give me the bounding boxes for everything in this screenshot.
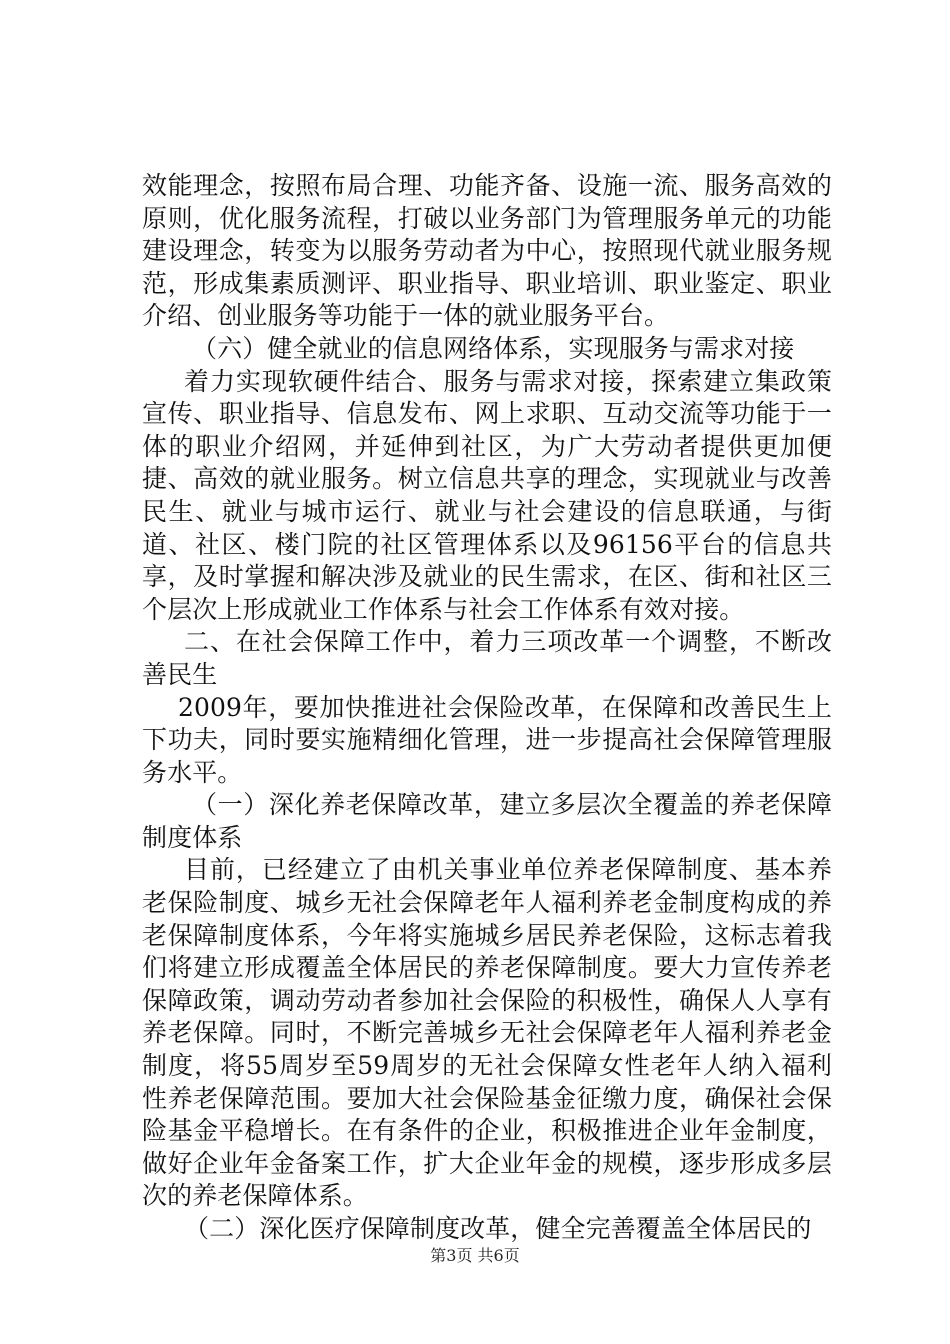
heading-social-security: 二、在社会保障工作中，着力三项改革一个调整，不断改善民生 bbox=[142, 627, 832, 689]
heading-pension-reform: （一）深化养老保障改革，建立多层次全覆盖的养老保障制度体系 bbox=[142, 790, 832, 852]
document-body bbox=[142, 170, 832, 1246]
heading-medical-reform: （二）深化医疗保障制度改革，健全完善覆盖全体居民的 bbox=[184, 1214, 812, 1243]
heading-info-network: （六）健全就业的信息网络体系，实现服务与需求对接 bbox=[192, 333, 795, 363]
paragraph-2009-reform: 2009年，要加快推进社会保险改革，在保障和改善民生上下功夫，同时要实施精细化管理，进一步提高社会保障管理服务水平。 bbox=[142, 692, 832, 787]
page-footer: 第3页 共6页 bbox=[430, 1246, 520, 1265]
paragraph-pension-system: 目前，已经建立了由机关事业单位养老保障制度、基本养老保险制度、城乡无社会保障老年人福利养老金制度构成的养老保障制度体系，今年将实施城乡居民养老保险，这标志着我们将建立形成覆盖全体居民的养老保障制度。要大力宣传养老保障政策，调动劳动者参加社会保险的积极性，确保人人享有养老保障。同时，不断完善城乡无社会保障老年人福利养老金制度，将55周岁至59周岁的无社会保障女性老年人纳入福利性养老保障范围。要加大社会保险基金征缴力度，确保社会保险基金平稳增长。在有条件的企业，积极推进企业年金制度，做好企业年金备案工作，扩大企业年金的规模，逐步形成多层次的养老保障体系。 bbox=[142, 855, 832, 1211]
paragraph-info-network: 着力实现软硬件结合、服务与需求对接，探索建立集政策宣传、职业指导、信息发布、网上求职、互动交流等功能于一体的职业介绍网，并延伸到社区，为广大劳动者提供更加便捷、高效的就业服务。树立信息共享的理念，实现就业与改善民生、就业与城市运行、就业与社会建设的信息联通，与街道、社区、楼门院的社区管理体系以及96156平台的信息共享，及时掌握和解决涉及就业的民生需求，在区、街和社区三个层次上形成就业工作体系与社会工作体系有效对接。 bbox=[142, 366, 832, 624]
paragraph-service-platform: 效能理念，按照布局合理、功能齐备、设施一流、服务高效的原则，优化服务流程，打破以业务部门为管理服务单元的功能建设理念，转变为以服务劳动者为中心，按照现代就业服务规范，形成集素质测评、职业指导、职业培训、职业鉴定、职业介绍、创业服务等功能于一体的就业服务平台。 bbox=[142, 171, 832, 331]
